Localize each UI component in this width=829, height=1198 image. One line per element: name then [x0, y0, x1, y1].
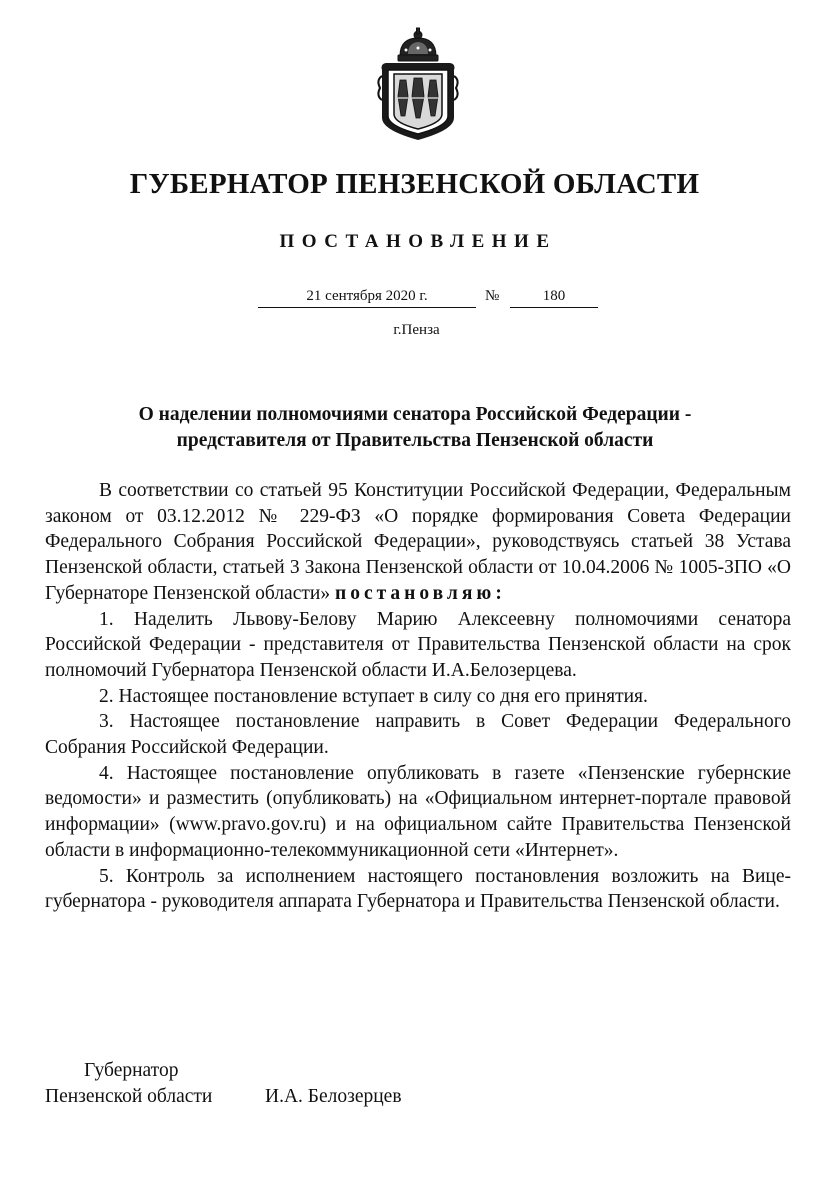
- list-item: 5. Контроль за исполнением настоящего постановления возложить на Вице-губернатора - руководителя аппарата Губернатора и Правительства Пензенской области.: [45, 865, 791, 913]
- list-item: 2. Настоящее постановление вступает в силу со дня его принятия.: [99, 685, 648, 707]
- document-number: 180: [510, 288, 598, 308]
- list-item: 1. Наделить Львову-Белову Марию Алексеевну полномочиями сенатора Российской Федерации - представителя от Правительства Пензенской области на срок полномочий Губернатора Пензенской области И.А.Белозерцева.: [45, 608, 791, 681]
- document-type-heading: ПОСТАНОВЛЕНИЕ: [279, 231, 557, 252]
- preamble-text: В соответствии со статьей 95 Конституции Российской Федерации, Федеральным законом от 03.12.2012 № 229-ФЗ «О порядке формирования Совета Федерации Федерального Собрания Российской Федерации», руководствуясь статьей 38 Устава Пензенской области, статьей 3 Закона Пензенской области от 10.04.2006 № 1005-ЗПО «О Губернаторе Пензенской области»: [45, 480, 791, 604]
- document-date: 21 сентября 2020 г.: [258, 288, 476, 308]
- list-item: 4. Настоящее постановление опубликовать в газете «Пензенские губернские ведомости» и разместить (опубликовать) на «Официальном интернет-портале правовой информации» (www.pravo.gov.ru) и на официальном сайте Правительства Пензенской области в информационно-телекоммуникационной сети «Интернет».: [45, 762, 791, 861]
- document-issuer-title: ГУБЕРНАТОР ПЕНЗЕНСКОЙ ОБЛАСТИ: [129, 168, 700, 200]
- document-subject: [60, 402, 770, 454]
- document-body: [45, 478, 791, 915]
- list-item: 3. Настоящее постановление направить в Совет Федерации Федерального Собрания Российской Федерации.: [45, 711, 791, 759]
- preamble-paragraph: [45, 478, 791, 607]
- signatory-position: Губернатор: [84, 1060, 179, 1081]
- resolve-word: постановляю:: [334, 582, 506, 604]
- coat-of-arms-icon: [372, 26, 464, 144]
- signatory-name: И.А. Белозерцев: [265, 1086, 402, 1107]
- document-city: г.Пенза: [393, 322, 440, 338]
- subject-line-2: представителя от Правительства Пензенской области: [176, 430, 654, 451]
- number-sign: №: [485, 288, 500, 304]
- subject-line-1: О наделении полномочиями сенатора Российской Федерации -: [138, 404, 692, 425]
- signatory-region: Пензенской области: [45, 1086, 213, 1107]
